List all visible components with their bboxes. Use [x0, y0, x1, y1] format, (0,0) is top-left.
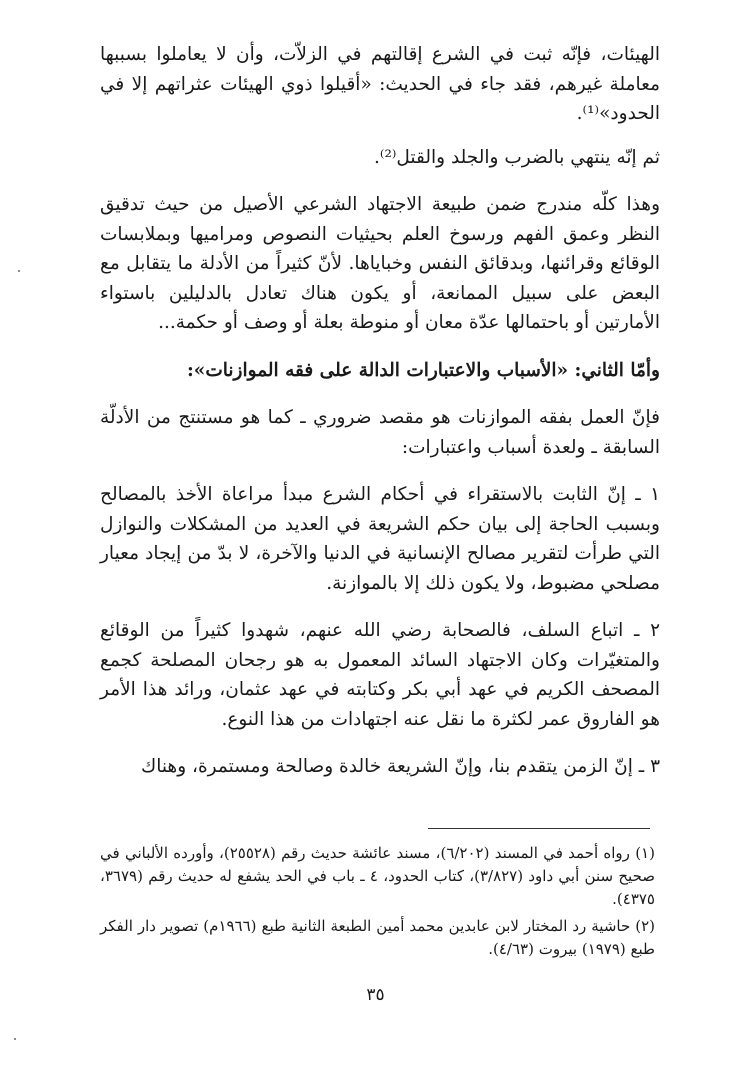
paragraph-1: الهيئات، فإنّه ثبت في الشرع إقالتهم في الزلاّت، وأن لا يعاملوا بسببها معاملة غيرهم، فقد جاء في الحديث: «أقيلوا ذوي الهيئات عثراتهم إلا في الحدود»⁽¹⁾. — [100, 44, 660, 124]
footnotes — [100, 842, 655, 965]
main-text — [100, 40, 660, 800]
list-item-1: ١ ـ إنّ الثابت بالاستقراء في أحكام الشرع مبدأ مراعاة الأخذ بالمصالح وبسبب الحاجة إلى بيان حكم الشريعة في العديد من المشكلات والنوازل التي طرأت لتقرير مصالح الإنسانية في الدنيا والآخرة، لا بدّ من إيجاد معيار مصلحي مضبوط، ولا يكون ذلك إلا بالموازنة. — [100, 484, 660, 594]
scan-speck — [14, 1038, 16, 1040]
list-item-3: ٣ ـ إنّ الزمن يتقدم بنا، وإنّ الشريعة خالدة وصالحة ومستمرة، وهناك — [140, 756, 660, 777]
scan-speck — [18, 270, 20, 272]
page-number: ٣٥ — [366, 985, 385, 1005]
paragraph-3: وهذا كلّه مندرج ضمن طبيعة الاجتهاد الشرعي الأصيل من حيث تدقيق النظر وعمق الفهم ورسوخ العلم بحيثيات النصوص ومراميها وبملابسات الوقائع وقرائنها، وبدقائق النفس وخباياها. لأنّ كثيراً من الأدلة ما يتقابل مع البعض على سبيل الممانعة، أو يكون هناك تعادل بالدليلين باستواء الأمارتين أو باحتمالها عدّة معان أو منوطة بعلة أو وصف أو حكمة... — [100, 194, 660, 333]
section-heading: وأمّا الثاني: «الأسباب والاعتبارات الدالة على فقه الموازنات»: — [186, 359, 660, 381]
footnote-1: (١) رواه أحمد في المسند (٦/٢٠٢)، مسند عائشة حديث رقم (٢٥٥٢٨)، وأورده الألباني في صحيح سنن أبي داود (٣/٨٢٧)، كتاب الحدود، ٤ ـ باب في الحد يشفع له حديث رقم (٣٦٧٩، ٤٣٧٥). — [100, 844, 655, 908]
footnote-2: (٢) حاشية رد المختار لابن عابدين محمد أمين الطبعة الثانية طبع (١٩٦٦م) تصوير دار الفكر طبع (١٩٧٩) بيروت (٤/٦٣). — [100, 917, 655, 958]
paragraph-2: ثم إنّه ينتهي بالضرب والجلد والقتل⁽²⁾. — [374, 146, 660, 168]
footnote-separator — [428, 828, 650, 829]
paragraph-4: فإنّ العمل بفقه الموازنات هو مقصد ضروري ـ كما هو مستنتج من الأدلّة السابقة ـ ولعدة أسباب واعتبارات: — [100, 407, 660, 458]
list-item-2: ٢ ـ اتباع السلف، فالصحابة رضي الله عنهم، شهدوا كثيراً من الوقائع والمتغيّرات وكان الاجتهاد السائد المعمول به هو رجحان المصلحة كجمع المصحف الكريم في عهد أبي بكر وكتابته في عهد عثمان، ورائد هذا الأمر هو الفاروق عمر لكثرة ما نقل عنه اجتهادات من هذا النوع. — [100, 620, 660, 730]
